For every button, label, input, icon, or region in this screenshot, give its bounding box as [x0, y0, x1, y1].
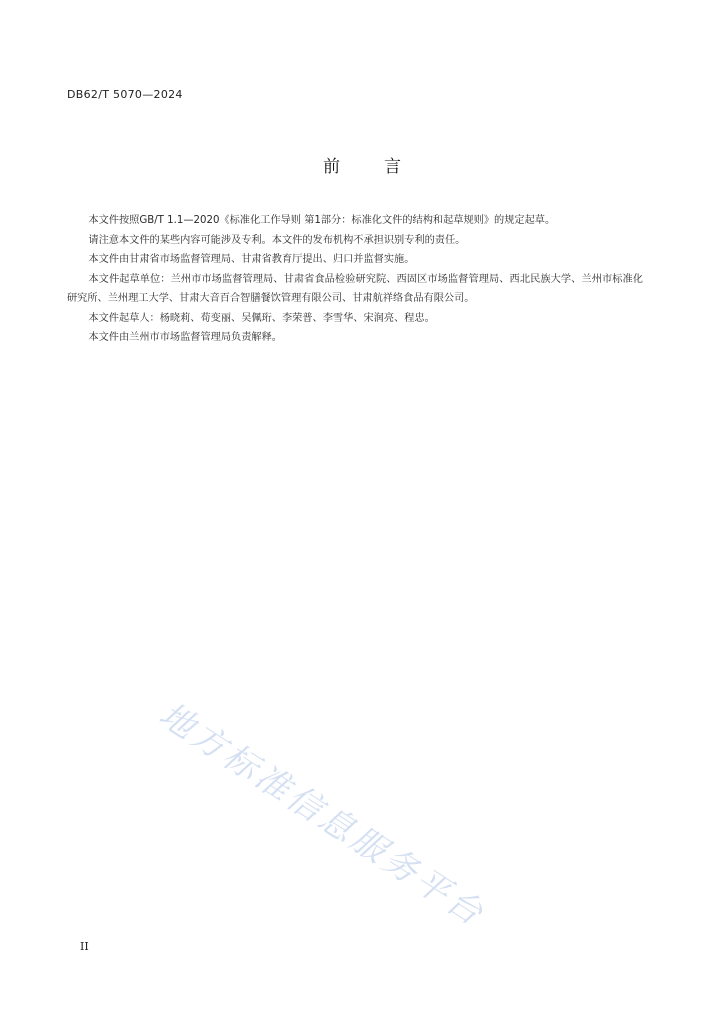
page-title: 前言: [323, 157, 445, 177]
page-number: II: [80, 940, 89, 953]
watermark: 地方标准信息服务平台: [151, 694, 493, 936]
document-standard-number: DB62/T 5070—2024: [67, 88, 183, 101]
foreword-body: [67, 211, 643, 348]
paragraph-proposer: 本文件由甘肃省市场监督管理局、甘肃省教育厅提出、归口并监督实施。: [88, 254, 415, 265]
paragraph-drafting-units: 本文件起草单位：兰州市市场监督管理局、甘肃省食品检验研究院、西固区市场监督管理局、西北民族大学、兰州市标准化研究所、兰州理工大学、甘肃大音百合智膳餐饮管理有限公司、甘肃航祥络食品有限公司。: [67, 273, 643, 304]
paragraph-drafters: 本文件起草人：杨晓莉、荀变丽、吴佩珩、李荣普、李雪华、宋润亮、程忠。: [88, 312, 435, 324]
paragraph-drafting-rules: 本文件按照GB/T 1.1—2020《标准化工作导则 第1部分：标准化文件的结构和起草规则》的规定起草。: [88, 215, 556, 226]
paragraph-patent-notice: 请注意本文件的某些内容可能涉及专利。本文件的发布机构不承担识别专利的责任。: [88, 234, 466, 246]
paragraph-interpretation: 本文件由兰州市市场监督管理局负责解释。: [88, 332, 282, 343]
